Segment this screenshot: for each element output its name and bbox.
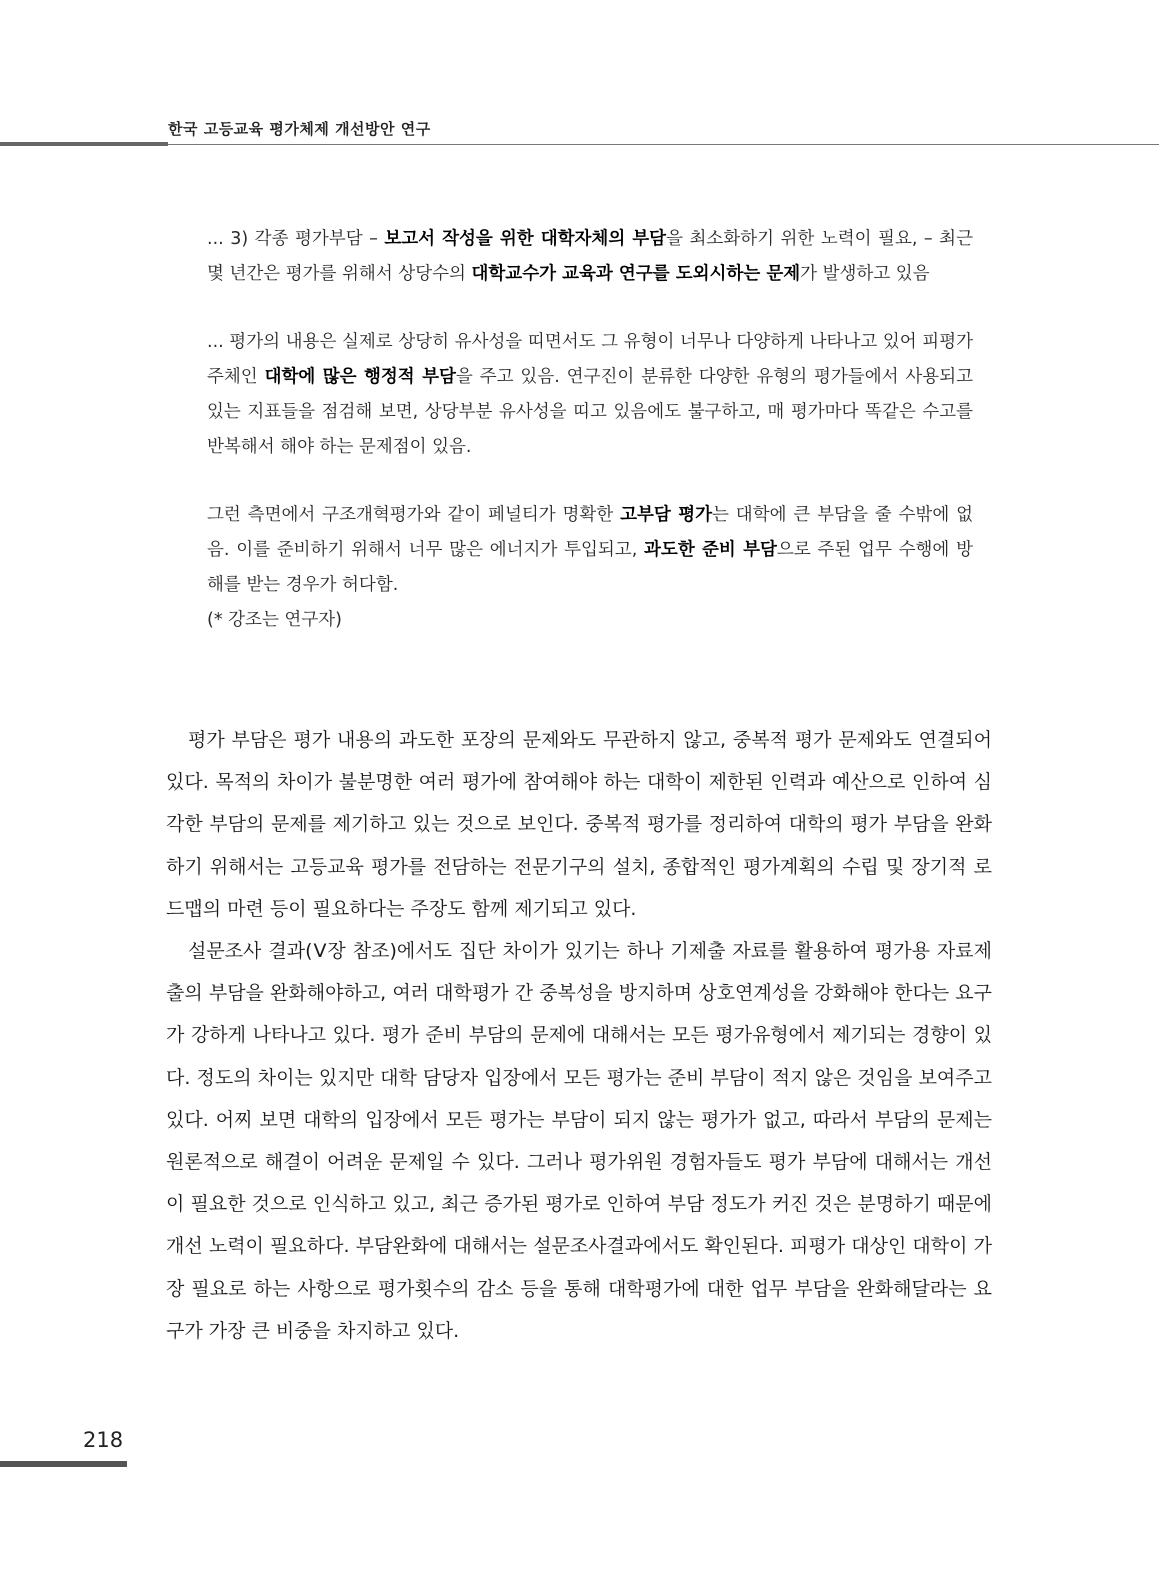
footer-rule <box>0 1461 127 1467</box>
quote-text: 그런 측면에서 구조개혁평가와 같이 페널티가 명확한 <box>207 505 621 525</box>
quote-emphasis: 보고서 작성을 위한 대학자체의 부담 <box>384 229 667 249</box>
quote-emphasis: 과도한 준비 부담 <box>644 540 777 560</box>
quote-emphasis: 고부담 평가 <box>620 505 713 525</box>
quote-text: 는 대학에 큰 부담을 줄 수밖에 없음. 이를 준비하기 위해서 너무 많은 에너지가 투입되고, <box>207 505 973 560</box>
running-header-title: 한국 고등교육 평가체제 개선방안 연구 <box>168 120 431 138</box>
header-rule <box>168 144 1159 145</box>
body-paragraph-1: 평가 부담은 평가 내용의 과도한 포장의 문제와도 무관하지 않고, 중복적 평가 문제와도 연결되어 있다. 목적의 차이가 불분명한 여러 평가에 참여해야 하는 대학이 제한된 인력과 예산으로 인하여 심각한 부담의 문제를 제기하고 있는 것으로 보인다. 중복적 평가를 정리하여 대학의 평가 부담을 완화하기 위해서는 고등교육 평가를 전담하는 전문기구의 설치, 종합적인 평가계획의 수립 및 장기적 로드맵의 마련 등이 필요하다는 주장도 함께 제기되고 있다. <box>166 729 992 920</box>
body-text <box>166 719 992 1352</box>
quote-emphasis: 대학에 많은 행정적 부담 <box>264 367 456 387</box>
quote-paragraph-1 <box>207 222 973 292</box>
interview-quote-block <box>207 222 973 638</box>
body-paragraph-2: 설문조사 결과(Ⅴ장 참조)에서도 집단 차이가 있기는 하나 기제출 자료를 활용하여 평가용 자료제출의 부담을 완화해야하고, 여러 대학평가 간 중복성을 방지하며 상호연계성을 강화해야 한다는 요구가 강하게 나타나고 있다. 평가 준비 부담의 문제에 대해서는 모든 평가유형에서 제기되는 경향이 있다. 정도의 차이는 있지만 대학 담당자 입장에서 모든 평가는 준비 부담이 적지 않은 것임을 보여주고 있다. 어찌 보면 대학의 입장에서 모든 평가는 부담이 되지 않는 평가가 없고, 따라서 부담의 문제는 원론적으로 해결이 어려운 문제일 수 있다. 그러나 평가위원 경험자들도 평가 부담에 대해서는 개선이 필요한 것으로 인식하고 있고, 최근 증가된 평가로 인하여 부담 정도가 커진 것은 분명하기 때문에 개선 노력이 필요하다. 부담완화에 대해서는 설문조사결과에서도 확인된다. 피평가 대상인 대학이 가장 필요로 하는 사항으로 평가횟수의 감소 등을 통해 대학평가에 대한 업무 부담을 완화해달라는 요구가 가장 큰 비중을 차지하고 있다. <box>166 940 992 1342</box>
quote-emphasis: 대학교수가 교육과 연구를 도외시하는 문제 <box>471 264 801 284</box>
quote-text: 을 주고 있음. 연구진이 분류한 다양한 유형의 평가들에서 사용되고 있는 지표들을 점검해 보면, 상당부분 유사성을 띠고 있음에도 불구하고, 매 평가마다 똑같은 수고를 반복해서 해야 하는 문제점이 있음. <box>207 367 974 457</box>
quote-text: ... 평가의 내용은 실제로 상당히 유사성을 띠면서도 그 유형이 너무나 다양하게 나타나고 있어 피평가주체인 <box>207 332 973 387</box>
quote-paragraph-3 <box>207 498 973 603</box>
header-rule-accent <box>0 142 168 146</box>
quote-text: 으로 주된 업무 수행에 방해를 받는 경우가 허다함. <box>207 540 973 595</box>
emphasis-note: (* 강조는 연구자) <box>207 610 342 630</box>
quote-text: ... 3) 각종 평가부담 – <box>207 229 385 249</box>
quote-paragraph-2 <box>207 325 973 465</box>
page-number: 218 <box>83 1428 124 1452</box>
quote-text: 을 최소화하기 위한 노력이 필요, – 최근 몇 년간은 평가를 위해서 상당수의 <box>207 229 973 284</box>
quote-text: 가 발생하고 있음 <box>800 264 930 284</box>
